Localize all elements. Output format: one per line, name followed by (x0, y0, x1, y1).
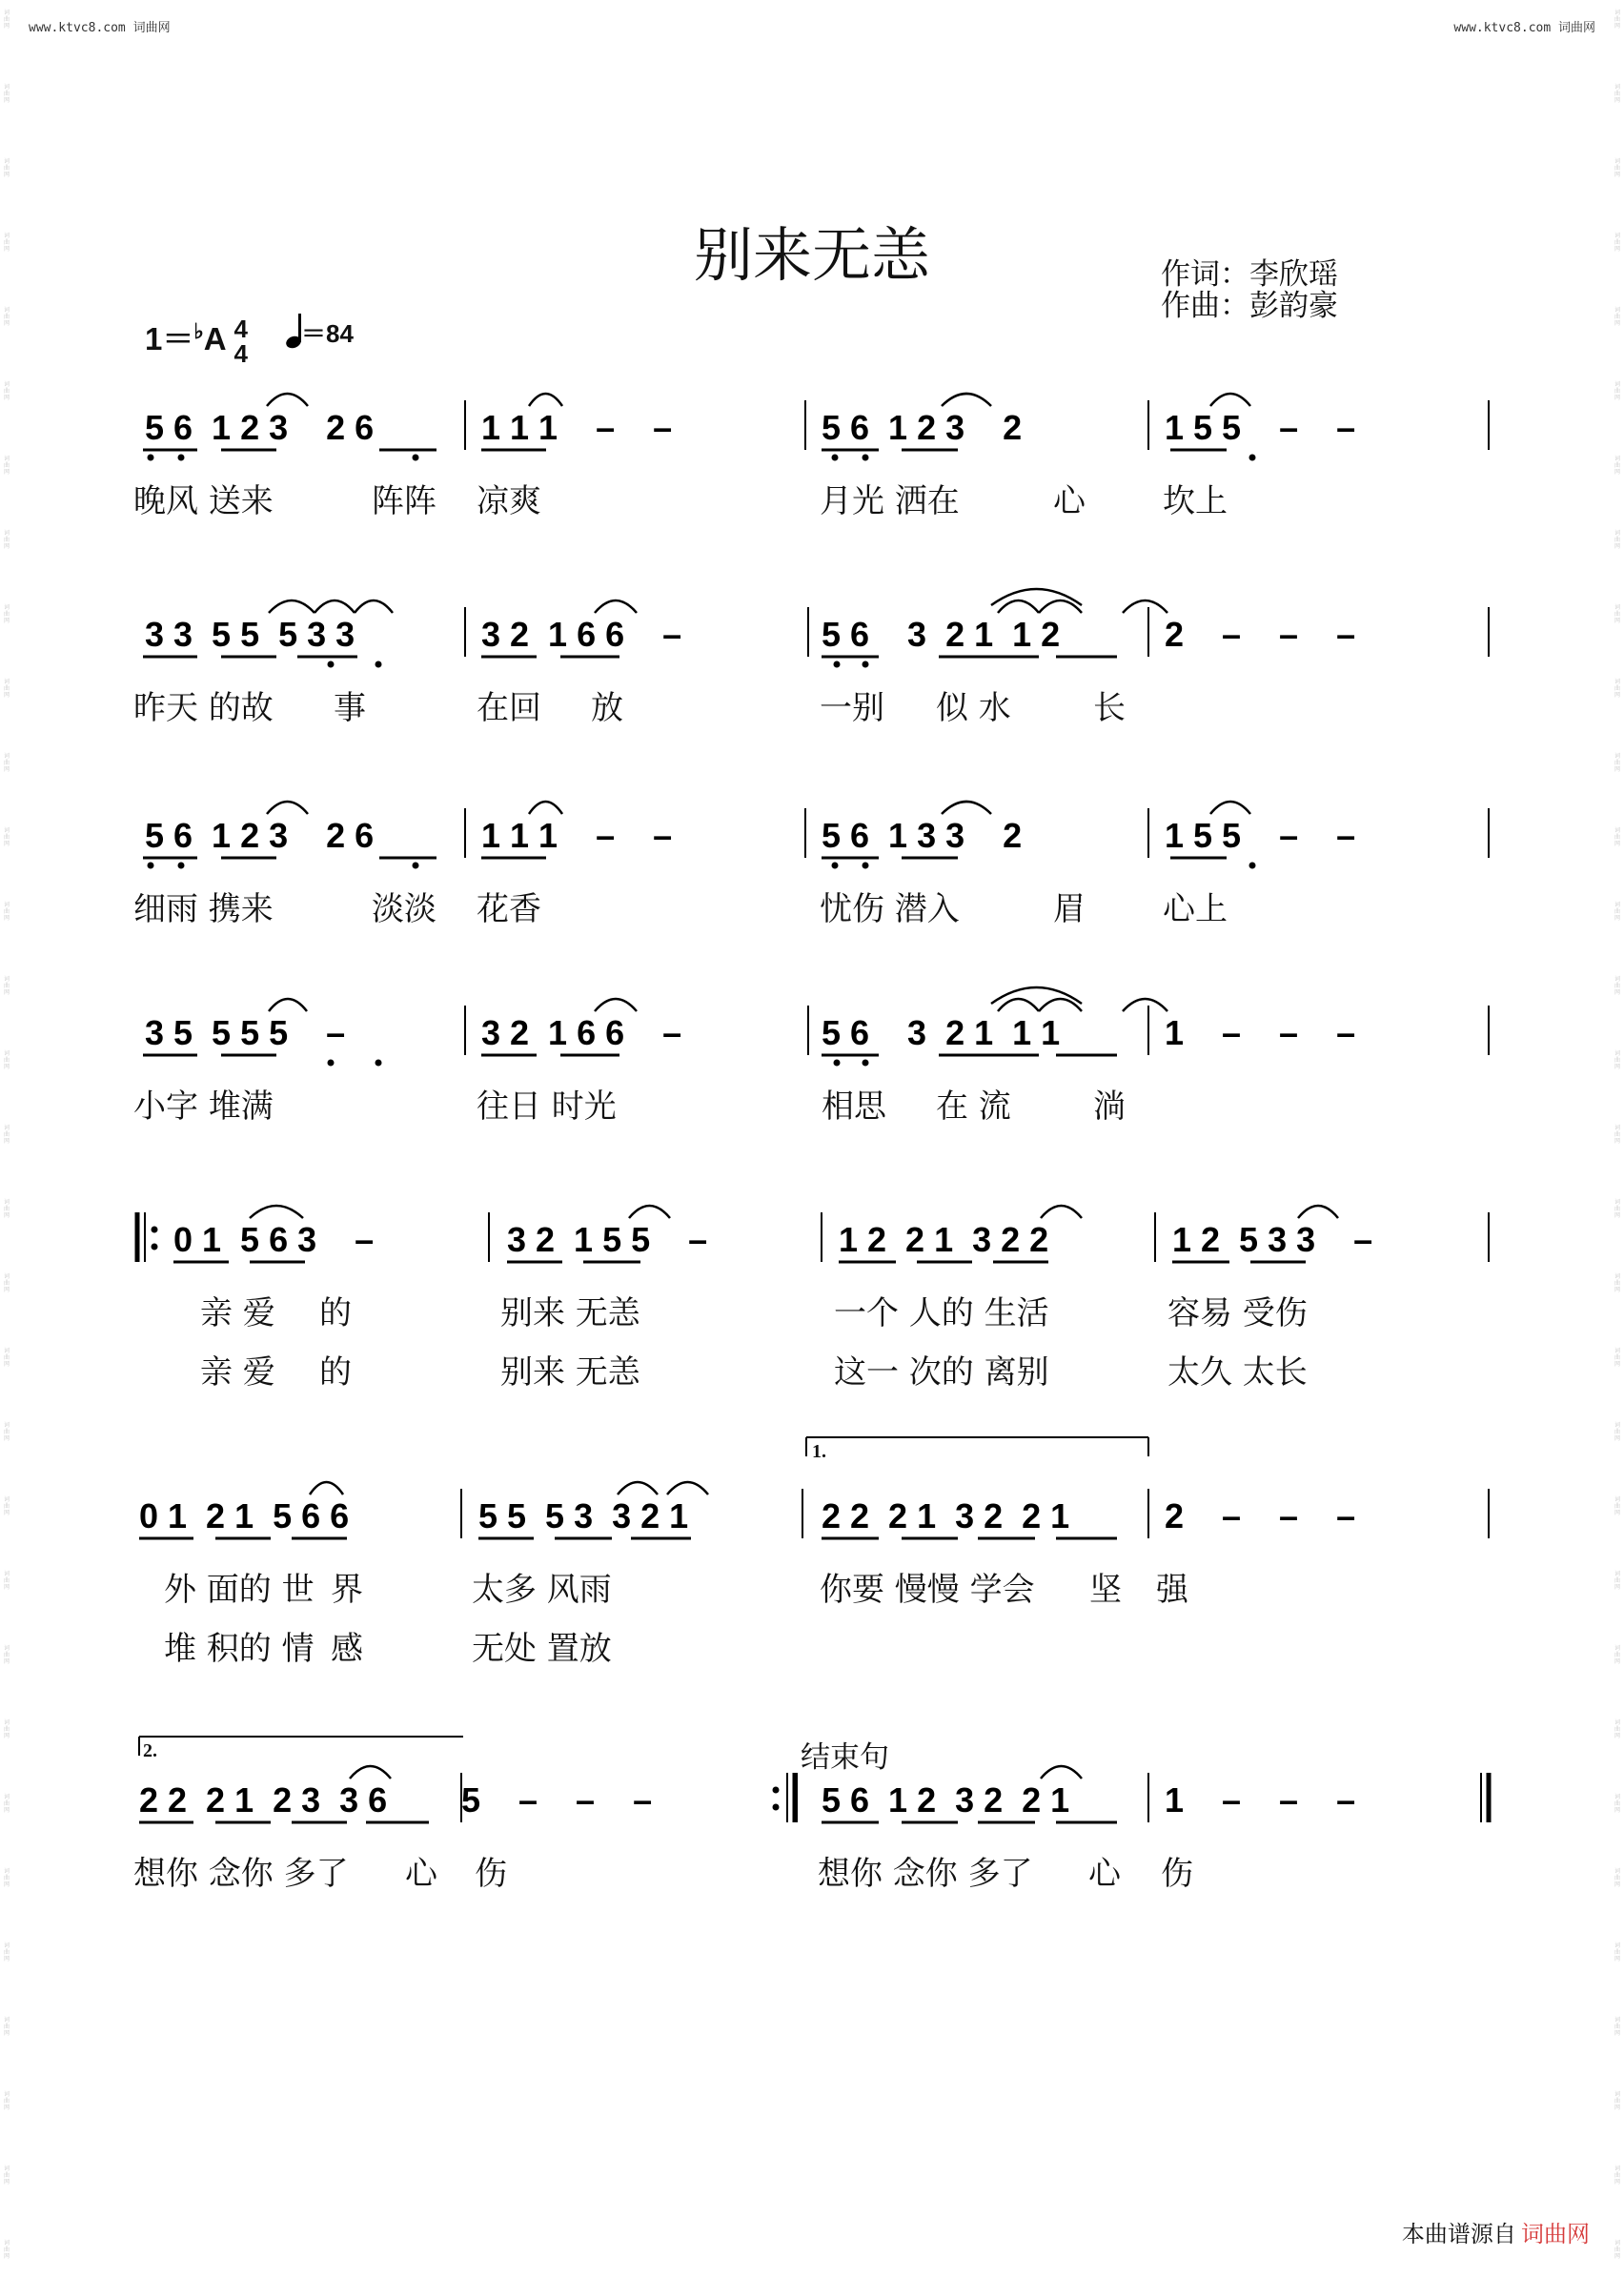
side-strip-text: 词曲网 (3, 10, 10, 30)
slur (267, 394, 308, 406)
lyric-line-2: 别来 无恙 (500, 1353, 640, 1392)
measure-notes: 3 2 1 5 5 – (507, 1220, 708, 1259)
lyric-line-1: 往日 时光 (477, 1088, 617, 1126)
side-strip-text: 词曲网 (1614, 1571, 1620, 1591)
lyric-line-1: 在回 (477, 689, 541, 727)
measure-notes: 2 2 2 1 3 2 2 1 (822, 1496, 1070, 1535)
lyric-line-1: 凉爽 (477, 482, 541, 520)
measure-notes: 1 – – – (1165, 1780, 1356, 1820)
lyric-line-1: 的 (319, 1294, 352, 1332)
ending-label: 结束句 (801, 1740, 889, 1775)
measure-notes: 5 6 1 2 3 2 6 (145, 816, 375, 855)
side-strip-text: 词曲网 (1614, 1125, 1620, 1145)
side-strip-text: 词曲网 (1614, 1942, 1620, 1962)
composer-credit: 作曲：彭韵豪 (1161, 289, 1338, 323)
lyric-line-2: 这一 次的 离别 (834, 1353, 1049, 1392)
side-strip-text: 词曲网 (3, 1645, 10, 1665)
lyric-line-1: 一别 (820, 689, 884, 727)
lyric-line-1: 似 水 (936, 689, 1011, 727)
octave-dot-below (863, 661, 869, 668)
octave-dot-below (1249, 863, 1256, 869)
time-top: 4 (233, 315, 248, 344)
measure-notes: 5 5 5 3 3 2 1 (478, 1496, 689, 1535)
measure-notes: 3 2 1 6 6 – (481, 1013, 682, 1052)
measure-notes: 5 6 3 2 1 1 2 (822, 615, 1061, 654)
octave-dot-below (863, 455, 869, 461)
slur (350, 1766, 391, 1779)
lyric-line-1: 别来 无恙 (500, 1294, 640, 1332)
side-strip-text: 词曲网 (3, 1868, 10, 1888)
measure-notes: 1 2 5 3 3 – (1172, 1220, 1373, 1259)
slur (315, 600, 355, 613)
slur (355, 600, 393, 613)
slur (1210, 394, 1250, 406)
side-strip-text: 词曲网 (3, 530, 10, 550)
octave-dot-below (328, 1060, 335, 1067)
measure-notes: 1 5 5 – – (1165, 816, 1356, 855)
side-strip-text: 词曲网 (1614, 1422, 1620, 1442)
octave-dot-below (178, 455, 185, 461)
slur (310, 1482, 343, 1494)
side-strip-text: 词曲网 (3, 2017, 10, 2037)
measure-notes: 5 6 1 2 3 2 6 (145, 408, 375, 447)
slur (629, 1206, 670, 1218)
side-strip-text: 词曲网 (1614, 902, 1620, 922)
side-strip-text: 词曲网 (1614, 1496, 1620, 1516)
lyric-line-1: 阵阵 (372, 482, 436, 520)
side-strip-text: 词曲网 (3, 1794, 10, 1814)
side-strip-text: 词曲网 (3, 1348, 10, 1368)
side-strip-text: 词曲网 (3, 1496, 10, 1516)
side-strip-text: 词曲网 (3, 604, 10, 624)
key-prefix: 1＝ (145, 321, 194, 356)
slur (667, 1482, 708, 1494)
side-strip-text: 词曲网 (1614, 1273, 1620, 1293)
slur (1210, 802, 1250, 814)
slur (250, 1206, 303, 1218)
lyric-line-1: 心 (405, 1855, 437, 1893)
side-strip-text: 词曲网 (3, 2240, 10, 2260)
volta-2-label: 2. (143, 1740, 157, 1761)
measure-notes: 5 6 1 2 3 2 2 1 (822, 1780, 1070, 1820)
side-strip-text: 词曲网 (1614, 1050, 1620, 1070)
side-strip-text: 词曲网 (1614, 233, 1620, 253)
lyric-line-2: 太久 太长 (1167, 1353, 1308, 1392)
footer-label: 本曲谱源自 (1401, 2221, 1516, 2247)
watermark-top-right: www.ktvc8.com 词曲网 (1453, 21, 1595, 35)
side-strip-text: 词曲网 (1614, 1794, 1620, 1814)
side-strip-text: 词曲网 (1614, 84, 1620, 104)
lyric-line-1: 伤 (1161, 1855, 1193, 1893)
octave-dot-below (863, 863, 869, 869)
side-strip-text: 词曲网 (1614, 1719, 1620, 1739)
octave-dot-below (328, 661, 335, 668)
side-strip-text: 词曲网 (3, 1942, 10, 1962)
slur (529, 394, 562, 406)
lyric-line-1: 伤 (475, 1855, 507, 1893)
side-strip-text: 词曲网 (1614, 307, 1620, 327)
watermark-top-left: www.ktvc8.com 词曲网 (29, 21, 171, 35)
repeat-dot (152, 1244, 158, 1250)
side-strip-text: 词曲网 (1614, 1199, 1620, 1219)
octave-dot-below (834, 661, 841, 668)
side-strip-text: 词曲网 (1614, 1868, 1620, 1888)
lyric-line-1: 一个 人的 生活 (834, 1294, 1049, 1332)
side-strip-text: 词曲网 (1614, 2091, 1620, 2111)
measure-notes: 1 2 2 1 3 2 2 (839, 1220, 1049, 1259)
side-strip-text: 词曲网 (1614, 456, 1620, 476)
side-strip-text: 词曲网 (1614, 158, 1620, 178)
side-strip-text: 词曲网 (3, 902, 10, 922)
measure-notes: 0 1 5 6 3 – (173, 1220, 375, 1259)
lyric-line-2: 无处 置放 (472, 1630, 612, 1668)
measure-notes: 5 6 1 3 3 2 (822, 816, 1023, 855)
lyric-line-1: 忧伤 潜入 (820, 890, 960, 928)
octave-dot-below (863, 1060, 869, 1067)
side-strip-text: 词曲网 (1614, 1348, 1620, 1368)
lyric-line-1: 心 (1053, 482, 1086, 520)
slur (1041, 1766, 1082, 1779)
octave-dot-below (376, 1060, 382, 1067)
measure-notes: 0 1 2 1 5 6 6 (139, 1496, 350, 1535)
side-strip-text: 词曲网 (3, 1571, 10, 1591)
lyric-line-1: 坎上 (1163, 482, 1228, 520)
side-strip-text: 词曲网 (3, 753, 10, 773)
lyric-line-1: 容易 受伤 (1167, 1294, 1308, 1332)
octave-dot-below (148, 455, 154, 461)
footer (1402, 2215, 1590, 2248)
repeat-dot (152, 1227, 158, 1233)
lyric-line-1: 亲 爱 (200, 1294, 275, 1332)
measure-notes: 3 5 5 5 5 – (145, 1013, 346, 1052)
slur (998, 999, 1039, 1011)
slur (1041, 1206, 1082, 1218)
song-title: 别来无恙 (693, 220, 930, 290)
footer-brand: 词曲网 (1521, 2221, 1590, 2247)
flat-sign: ♭ (193, 319, 204, 343)
lyric-line-1: 界 (331, 1571, 363, 1609)
lyric-line-1: 花香 (477, 890, 541, 928)
slur (1123, 600, 1167, 613)
side-strip-text: 词曲网 (1614, 2165, 1620, 2186)
octave-dot-below (148, 863, 154, 869)
measure-notes: 3 3 5 5 5 3 3 (145, 615, 355, 654)
side-strip-text: 词曲网 (1614, 604, 1620, 624)
side-strip-text: 词曲网 (3, 1199, 10, 1219)
repeat-dot (773, 1804, 780, 1811)
side-strip-text: 词曲网 (3, 976, 10, 996)
side-strip-text: 词曲网 (3, 1050, 10, 1070)
octave-dot-below (413, 863, 419, 869)
lyric-line-1: 昨天 的故 (133, 689, 274, 727)
lyric-line-1: 想你 念你 多了 (133, 1855, 349, 1893)
slur (269, 999, 307, 1011)
octave-dot-below (376, 661, 382, 668)
slur (1298, 1206, 1338, 1218)
octave-dot-below (832, 455, 839, 461)
slur (269, 600, 315, 613)
octave-dot-below (413, 455, 419, 461)
tempo-value: ＝84 (301, 319, 354, 348)
lyric-line-1: 在 流 (936, 1088, 1011, 1126)
measure-notes: 2 – – – (1165, 615, 1356, 654)
octave-dot-below (832, 863, 839, 869)
slur (1123, 999, 1167, 1011)
measure-notes: 5 – – – (461, 1780, 653, 1820)
measure-notes: 2 2 2 1 2 3 3 6 (139, 1780, 388, 1820)
measure-notes: 1 1 1 – – (481, 408, 673, 447)
slur (529, 802, 562, 814)
slur (595, 999, 637, 1011)
side-strip-text: 词曲网 (3, 233, 10, 253)
side-strip-text: 词曲网 (3, 1273, 10, 1293)
side-strip-text: 词曲网 (3, 381, 10, 401)
key-note: A (203, 321, 226, 356)
side-strip-text: 词曲网 (1614, 381, 1620, 401)
repeat-dot (773, 1787, 780, 1794)
volta-1-label: 1. (812, 1441, 826, 1462)
side-strip-text: 词曲网 (3, 158, 10, 178)
measure-notes: 1 1 1 – – (481, 816, 673, 855)
side-strip-text: 词曲网 (1614, 827, 1620, 847)
side-strip-text: 词曲网 (3, 456, 10, 476)
side-strip-text: 词曲网 (1614, 1645, 1620, 1665)
lyric-line-1: 淡淡 (372, 890, 436, 928)
measure-notes: 1 – – – (1165, 1013, 1356, 1052)
side-strip-text: 词曲网 (3, 1422, 10, 1442)
side-strip-text: 词曲网 (1614, 753, 1620, 773)
measure-notes: 5 6 3 2 1 1 1 (822, 1013, 1061, 1052)
lyric-line-1: 事 (334, 689, 366, 727)
slur (618, 1482, 658, 1494)
lyric-line-2: 的 (319, 1353, 352, 1392)
measure-notes: 5 6 1 2 3 2 (822, 408, 1023, 447)
side-strip-text: 词曲网 (1614, 976, 1620, 996)
side-strip-text: 词曲网 (3, 2091, 10, 2111)
octave-dot-below (178, 863, 185, 869)
lyric-line-1: 太多 风雨 (472, 1571, 612, 1609)
side-strip-text: 词曲网 (3, 84, 10, 104)
side-strip-text: 词曲网 (1614, 2017, 1620, 2037)
lyric-line-1: 淌 (1093, 1088, 1126, 1126)
side-strip-text: 词曲网 (3, 827, 10, 847)
octave-dot-below (834, 1060, 841, 1067)
lyric-line-1: 眉 (1053, 890, 1086, 928)
lyric-line-1: 心上 (1163, 890, 1228, 928)
side-strip-text: 词曲网 (1614, 10, 1620, 30)
lyric-line-2: 感 (331, 1630, 363, 1668)
lyric-line-1: 晚风 送来 (133, 482, 274, 520)
slur (595, 600, 637, 613)
side-strip-text: 词曲网 (1614, 2240, 1620, 2260)
lyric-line-1: 小字 堆满 (133, 1088, 274, 1126)
lyric-line-1: 月光 洒在 (820, 482, 960, 520)
side-strip-text: 词曲网 (1614, 530, 1620, 550)
side-strip-text: 词曲网 (3, 1719, 10, 1739)
side-strip-text: 词曲网 (3, 679, 10, 699)
slur (942, 394, 991, 406)
measure-notes: 1 5 5 – – (1165, 408, 1356, 447)
lyric-line-1: 细雨 携来 (133, 890, 274, 928)
side-strip-text: 词曲网 (3, 2165, 10, 2186)
lyric-line-1: 心 (1088, 1855, 1121, 1893)
lyric-line-2: 堆 积的 情 (164, 1630, 315, 1668)
measure-notes: 2 – – – (1165, 1496, 1356, 1535)
slur (998, 600, 1039, 613)
octave-dot-below (1249, 455, 1256, 461)
slur (267, 802, 308, 814)
lyric-line-1: 放 (591, 689, 623, 727)
lyric-line-1: 坚 (1089, 1571, 1122, 1609)
lyric-line-1: 你要 慢慢 学会 (820, 1571, 1035, 1609)
lyric-line-1: 长 (1093, 689, 1126, 727)
lyric-line-1: 想你 念你 多了 (818, 1855, 1033, 1893)
lyric-line-1: 相思 (822, 1088, 886, 1126)
measure-notes: 3 2 1 6 6 – (481, 615, 682, 654)
lyric-line-2: 亲 爱 (200, 1353, 275, 1392)
lyricist-credit: 作词：李欣瑶 (1161, 257, 1338, 292)
lyric-line-1: 外 面的 世 (164, 1571, 315, 1609)
side-strip-text: 词曲网 (3, 1125, 10, 1145)
lyric-line-1: 强 (1156, 1571, 1188, 1609)
side-strip-text: 词曲网 (3, 307, 10, 327)
side-strip-text: 词曲网 (1614, 679, 1620, 699)
slur (942, 802, 991, 814)
time-bottom: 4 (233, 339, 248, 369)
